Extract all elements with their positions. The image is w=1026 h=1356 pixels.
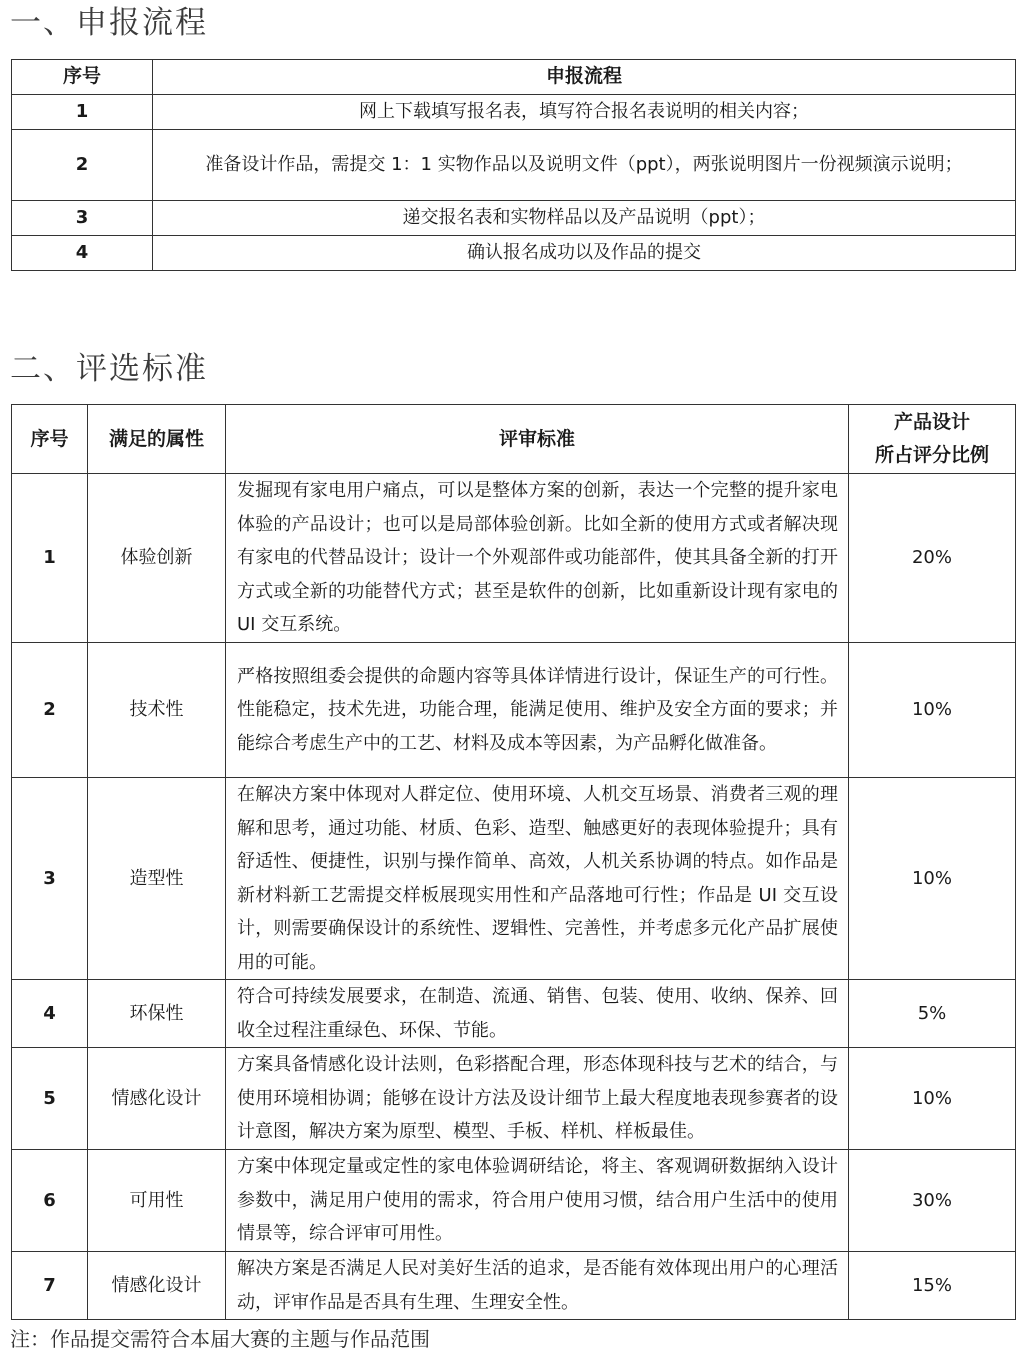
row-criteria: 严格按照组委会提供的命题内容等具体详情进行设计，保证生产的可行性。性能稳定，技术先进，功能合理，能满足使用、维护及安全方面的要求；并能综合考虑生产中的工艺、材料及成本等因素，为产品孵化做准备。 — [226, 643, 849, 778]
row-num: 5 — [12, 1048, 88, 1150]
row-ratio: 10% — [849, 643, 1016, 778]
row-num: 4 — [12, 236, 153, 271]
ratio-header-line2: 所占评分比例 — [874, 444, 989, 466]
table-row — [12, 130, 1016, 201]
row-text: 确认报名成功以及作品的提交 — [153, 236, 1016, 271]
row-ratio: 30% — [849, 1150, 1016, 1252]
table-row — [12, 201, 1016, 236]
process-header-num: 序号 — [12, 60, 153, 95]
process-header-process: 申报流程 — [153, 60, 1016, 95]
criteria-table — [11, 404, 1016, 1320]
row-num: 4 — [12, 980, 88, 1048]
row-criteria: 解决方案是否满足人民对美好生活的追求，是否能有效体现出用户的心理活动，评审作品是否具有生理、生理安全性。 — [226, 1252, 849, 1320]
row-num: 1 — [12, 95, 153, 130]
row-criteria: 方案中体现定量或定性的家电体验调研结论，将主、客观调研数据纳入设计参数中，满足用户使用的需求，符合用户使用习惯，结合用户生活中的使用情景等，综合评审可用性。 — [226, 1150, 849, 1252]
criteria-header-attr: 满足的属性 — [88, 405, 226, 474]
footnote: 注：作品提交需符合本届大赛的主题与作品范围 — [10, 1327, 430, 1351]
row-text: 网上下载填写报名表，填写符合报名表说明的相关内容； — [153, 95, 1016, 130]
row-attr: 造型性 — [88, 778, 226, 980]
table-row — [12, 1150, 1016, 1252]
criteria-table-header — [12, 405, 1016, 474]
row-attr: 可用性 — [88, 1150, 226, 1252]
section2-heading: 二、评选标准 — [10, 351, 208, 387]
row-num: 3 — [12, 201, 153, 236]
criteria-header-ratio — [849, 405, 1016, 474]
row-attr: 情感化设计 — [88, 1252, 226, 1320]
table-row — [12, 236, 1016, 271]
row-ratio: 15% — [849, 1252, 1016, 1320]
criteria-header-num: 序号 — [12, 405, 88, 474]
row-criteria: 方案具备情感化设计法则，色彩搭配合理，形态体现科技与艺术的结合，与使用环境相协调；能够在设计方法及设计细节上最大程度地表现参赛者的设计意图，解决方案为原型、模型、手板、样机、样板最佳。 — [226, 1048, 849, 1150]
table-row — [12, 474, 1016, 643]
row-criteria: 符合可持续发展要求，在制造、流通、销售、包装、使用、收纳、保养、回收全过程注重绿色、环保、节能。 — [226, 980, 849, 1048]
section1-heading: 一、申报流程 — [10, 5, 208, 41]
process-table-header — [12, 60, 1016, 95]
row-text: 递交报名表和实物样品以及产品说明（ppt）； — [153, 201, 1016, 236]
row-attr: 体验创新 — [88, 474, 226, 643]
row-attr: 情感化设计 — [88, 1048, 226, 1150]
row-ratio: 5% — [849, 980, 1016, 1048]
row-num: 6 — [12, 1150, 88, 1252]
row-criteria: 在解决方案中体现对人群定位、使用环境、人机交互场景、消费者三观的理解和思考，通过功能、材质、色彩、造型、触感更好的表现体验提升；具有舒适性、便捷性，识别与操作简单、高效，人机关系协调的特点。如作品是新材料新工艺需提交样板展现实用性和产品落地可行性；作品是 UI 交互设计，则需要确保设计的系统性、逻辑性、完善性，并考虑多元化产品扩展使用的可能。 — [226, 778, 849, 980]
table-row — [12, 778, 1016, 980]
row-attr: 环保性 — [88, 980, 226, 1048]
row-num: 1 — [12, 474, 88, 643]
row-num: 2 — [12, 130, 153, 201]
table-row — [12, 1048, 1016, 1150]
table-row — [12, 980, 1016, 1048]
criteria-header-criteria: 评审标准 — [226, 405, 849, 474]
row-attr: 技术性 — [88, 643, 226, 778]
row-text: 准备设计作品，需提交 1：1 实物作品以及说明文件（ppt），两张说明图片一份视频演示说明； — [153, 130, 1016, 201]
row-num: 2 — [12, 643, 88, 778]
row-ratio: 10% — [849, 1048, 1016, 1150]
process-table — [11, 59, 1016, 271]
table-row — [12, 95, 1016, 130]
table-row — [12, 643, 1016, 778]
table-row — [12, 1252, 1016, 1320]
row-criteria: 发掘现有家电用户痛点，可以是整体方案的创新，表达一个完整的提升家电体验的产品设计；也可以是局部体验创新。比如全新的使用方式或者解决现有家电的代替品设计；设计一个外观部件或功能部件，使其具备全新的打开方式或全新的功能替代方式；甚至是软件的创新，比如重新设计现有家电的 UI 交互系统。 — [226, 474, 849, 643]
row-ratio: 10% — [849, 778, 1016, 980]
row-num: 7 — [12, 1252, 88, 1320]
row-ratio: 20% — [849, 474, 1016, 643]
ratio-header-line1: 产品设计 — [893, 411, 970, 433]
row-num: 3 — [12, 778, 88, 980]
